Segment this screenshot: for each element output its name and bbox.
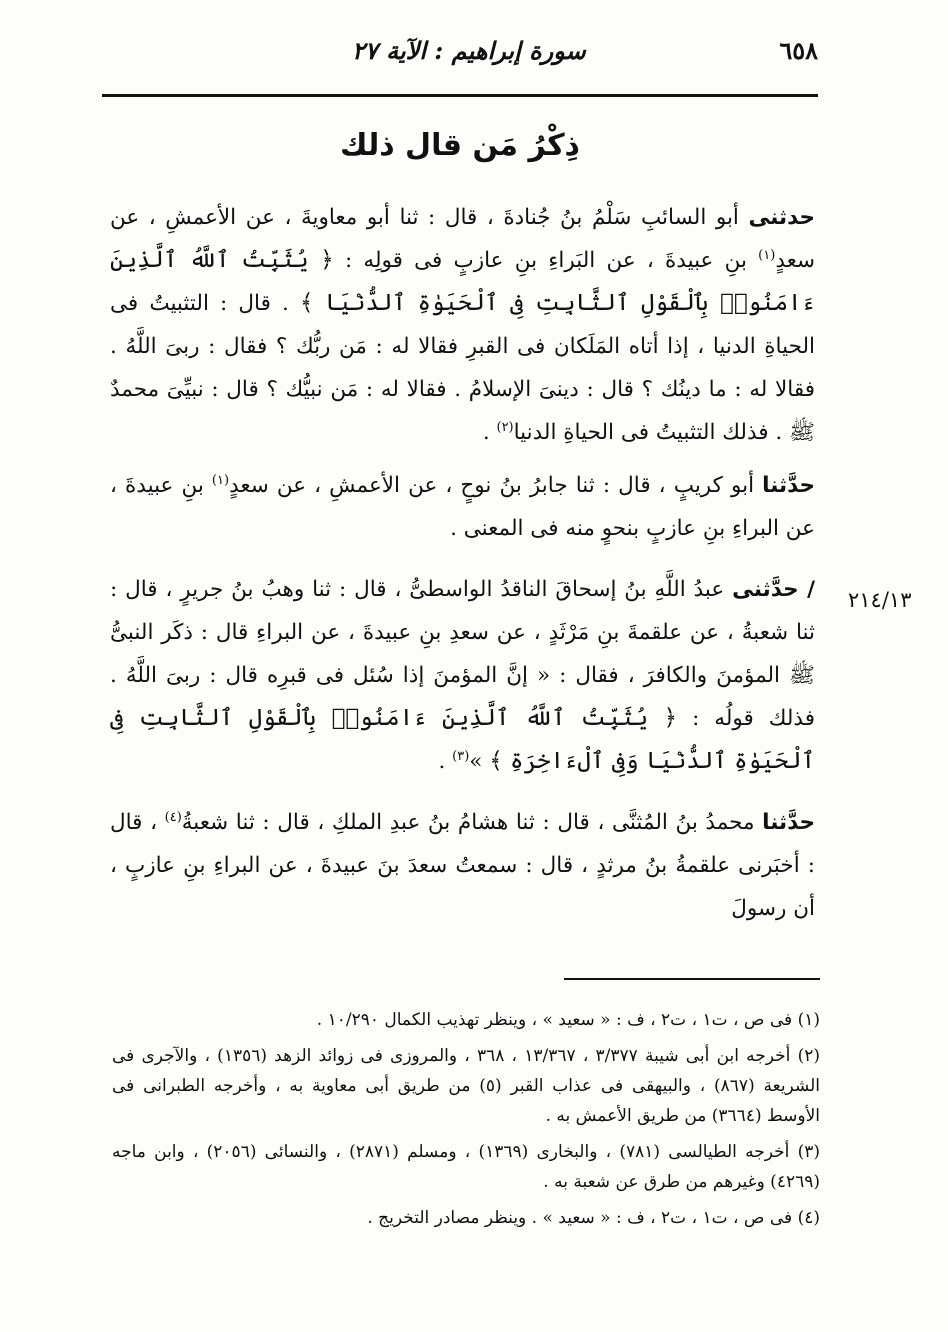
narration-text: محمدُ بنُ المُثنَّى ، قال : ثنا هشامُ بنُ عبدِ الملكِ ، قال : ثنا شعبةُ (181, 810, 755, 835)
surah-title: سورة إبراهيم : الآية ٢٧ (352, 36, 586, 65)
main-text (110, 196, 815, 948)
footnote-ref: (٤) (164, 809, 182, 825)
footnote-ref: (١) (758, 247, 776, 263)
footnotes (112, 1005, 820, 1239)
narration-lead: حدثنى (748, 205, 815, 230)
quran-verse: ﴿ يُثَبِّتُ ٱللَّهُ ٱلَّذِينَ ءَامَنُوا۟ بِٱلْقَوْلِ ٱلثَّابِتِ فِى ٱلْحَيَوٰةِ ٱلدُّنْيَا وَفِى ٱلْءَاخِرَةِ ﴾ (110, 705, 815, 774)
footnote: (٢) أخرجه ابن أبى شيبة ٣/٣٧٧ ، ١٣/٣٦٧ ، ٣٦٨ ، والمروزى فى زوائد الزهد (١٣٥٦) ، والآجرى فى الشريعة (٨٦٧) ، والبيهقى فى عذاب القبر (٥) من طريق أبى معاوية به ، وأخرجه الطبرانى فى الأوسط (٣٦٦٤) من طريق الأعمش به . (112, 1046, 821, 1126)
narration-text: بنِ عبيدةَ ، عن البَراءِ بنِ عازبٍ فى قولِه : (344, 248, 747, 273)
paragraph-end: . (482, 420, 497, 445)
narration-text: ، قال : أخبَرنى علقمةُ بنُ مرثدٍ ، قال : سمعتُ سعدَ بنَ عبيدةَ ، عن البراءِ بنِ عازبٍ ، أن رسولَ (110, 810, 815, 921)
hadith-paragraph (110, 801, 815, 930)
quran-verse: ﴿ يُثَبِّتُ ٱللَّهُ ٱلَّذِينَ ءَامَنُوا۟ بِٱلْقَوْلِ ٱلثَّابِتِ فِى ٱلْحَيَوٰةِ ٱلدُّنْيَا ﴾ (110, 247, 816, 316)
hadith-paragraph (110, 196, 815, 454)
header-rule (102, 94, 818, 97)
narration-text: . قال : التثبيتُ فى الحياةِ الدنيا ، إذا أتاه المَلَكان فى القبرِ فقالا له : مَن ربُّك ؟ فقال : ربىَ اللَّهُ . فقالا له : ما دينُك ؟ قال : دينىَ الإسلامُ . فقالا له : مَن نبيُّك ؟ قال : نبيِّىَ محمدٌ ﷺ . فذلك التثبيتُ فى الحياةِ الدنيا (110, 291, 815, 445)
narration-text: أبو السائبِ سَلْمُ بنُ جُنادةَ ، قال : ثنا أبو معاويةَ ، عن الأعمشِ ، عن سعدٍ (110, 205, 815, 273)
footnote-ref: (١) (211, 472, 230, 488)
narration-text: » (469, 749, 490, 774)
footnote-ref: (٣) (452, 748, 470, 764)
margin-volume-page-ref: ٢١٤/١٣ (848, 588, 912, 612)
hadith-paragraph (110, 568, 815, 783)
section-heading: ذِكْرُ مَن قال ذلك (340, 128, 580, 163)
footnote-rule (564, 978, 820, 980)
narration-text: أبو كريبٍ ، قال : ثنا جابرُ بنُ نوحٍ ، عن الأعمشِ ، عن سعدٍ (229, 473, 755, 498)
footnote: (٤) فى ص ، ت١ ، ت٢ ، ف : « سعيد » . وينظر مصادر التخريج . (367, 1208, 820, 1228)
narration-lead: / حدَّثنى (732, 577, 815, 602)
narration-lead: حدَّثنا (762, 810, 816, 835)
paragraph-end: . (438, 749, 453, 774)
footnote: (١) فى ص ، ت١ ، ت٢ ، ف : « سعيد » ، وينظر تهذيب الكمال ١٠/٢٩٠ . (316, 1010, 820, 1030)
footnote-ref: (٢) (496, 419, 514, 435)
footnote: (٣) أخرجه الطيالسى (٧٨١) ، والبخارى (١٣٦٩) ، ومسلم (٢٨٧١) ، والنسائى (٢٠٥٦) ، وابن ماجه (٤٢٦٩) وغيرهم من طرق عن شعبة به . (112, 1142, 820, 1192)
narration-text: عبدُ اللَّهِ بنُ إسحاقَ الناقدُ الواسطىُّ ، قال : ثنا وهبُ بنُ جريرٍ ، قال : ثنا شعبةُ ، عن علقمةَ بنِ مَرْثَدٍ ، عن سعدِ بنِ عبيدةَ ، عن البراءِ قال : ذكَر النبىُّ ﷺ المؤمنَ والكافرَ ، فقال : « إنَّ المؤمنَ إذا سُئل فى قبرِه قال : ربىَ اللَّهُ . فذلك قولُه : (110, 577, 815, 731)
page-number: ٦٥٨ (779, 36, 818, 65)
narration-lead: حدَّثنا (762, 473, 815, 498)
running-header (102, 30, 818, 90)
narration-text: بنِ عبيدةَ ، عن البراءِ بنِ عازبٍ بنحوٍ منه فى المعنى . (110, 473, 815, 541)
hadith-paragraph (110, 464, 815, 550)
